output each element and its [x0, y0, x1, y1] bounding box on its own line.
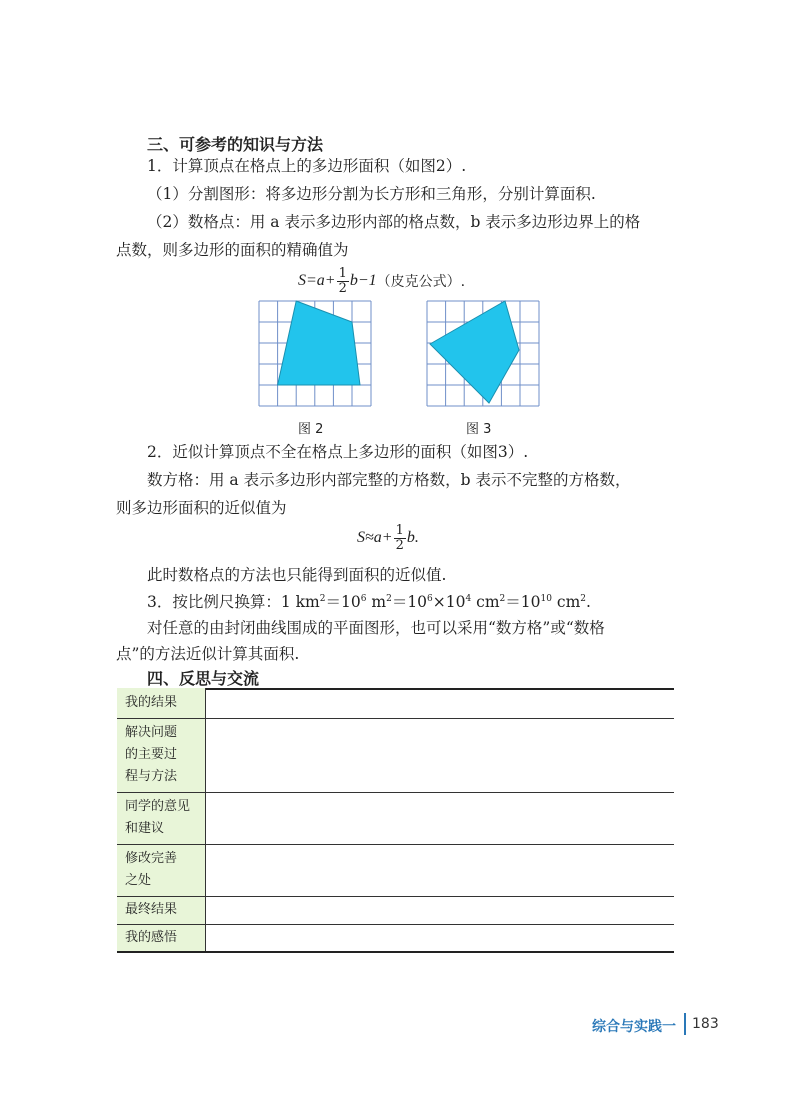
table-row-input[interactable] — [206, 792, 675, 844]
footer-section-name: 综合与实践一 — [592, 1019, 676, 1035]
table-row-label: 同学的意见 和建议 — [117, 792, 206, 844]
item3-part: ＝10 — [325, 593, 361, 611]
item3-exp: 2 — [499, 594, 506, 604]
formula2-numerator: 1 — [395, 522, 404, 538]
table-row-input[interactable] — [206, 924, 675, 952]
item3-part: ×10 — [432, 593, 466, 611]
table-row-label: 我的感悟 — [117, 924, 206, 952]
figure-2-grid — [258, 300, 372, 408]
item3-part: cm — [471, 593, 500, 611]
formula2-fraction — [394, 524, 406, 553]
section4-title: 四、反思与交流 — [147, 669, 260, 688]
table-row-input[interactable] — [206, 688, 675, 718]
section3-title: 三、可参考的知识与方法 — [147, 135, 324, 154]
item3-exp: 2 — [319, 594, 326, 604]
formula1-fraction — [337, 267, 349, 296]
page-number: 183 — [692, 1016, 719, 1032]
table-row — [117, 688, 674, 718]
pick-formula — [298, 263, 465, 299]
table-row-label: 解决问题 的主要过 程与方法 — [117, 718, 206, 792]
figure-3-caption: 图 3 — [466, 422, 492, 437]
item2-text: 2．近似计算顶点不全在格点上多边形的面积（如图3）. — [147, 443, 529, 461]
table-row-label: 我的结果 — [117, 688, 206, 718]
item1-2-line1: （2）数格点：用 a 表示多边形内部的格点数，b 表示多边形边界上的格 — [147, 213, 641, 231]
table-row — [117, 844, 674, 896]
item3-exp: 6 — [427, 594, 433, 604]
item3-conversion — [147, 588, 591, 616]
item3-exp: 4 — [465, 594, 472, 604]
formula2-denominator: 2 — [395, 537, 404, 553]
table-row-input[interactable] — [206, 844, 675, 896]
formula1-denominator: 2 — [338, 280, 347, 296]
item2-line2: 则多边形面积的近似值为 — [116, 499, 287, 517]
figure-2-caption: 图 2 — [298, 422, 324, 437]
approx-formula — [357, 520, 419, 556]
formula1-lhs: S=a+ — [298, 272, 336, 289]
item1-1-text: （1）分割图形：将多边形分割为长方形和三角形，分别计算面积. — [147, 185, 596, 203]
table-row-input[interactable] — [206, 896, 675, 924]
table-row — [117, 718, 674, 792]
item3-part: . — [586, 593, 591, 611]
figure-2-polygon — [278, 301, 360, 385]
item2-note: 此时数格点的方法也只能得到面积的近似值. — [147, 566, 447, 584]
footer-divider — [684, 1013, 686, 1035]
table-row-label: 最终结果 — [117, 896, 206, 924]
formula2-lhs: S≈a+ — [357, 529, 393, 546]
item3-part: 3．按比例尺换算：1 km — [147, 593, 320, 611]
item1-2-line2: 点数，则多边形的面积的精确值为 — [116, 241, 349, 259]
item3-exp: 2 — [580, 594, 587, 604]
item3-line1: 对任意的由封闭曲线围成的平面图形，也可以采用“数方格”或“数格 — [147, 619, 605, 637]
item3-part: m — [366, 593, 387, 611]
item3-line2: 点”的方法近似计算其面积. — [116, 645, 300, 663]
formula1-note: （皮克公式）. — [376, 274, 466, 290]
figure-3-polygon — [430, 301, 519, 403]
item1-text: 1．计算顶点在格点上的多边形面积（如图2）. — [147, 157, 467, 175]
item3-part: ＝10 — [505, 593, 541, 611]
item2-line1: 数方格：用 a 表示多边形内部完整的方格数，b 表示不完整的方格数， — [147, 471, 631, 489]
table-row — [117, 924, 674, 952]
item3-exp: 6 — [360, 594, 367, 604]
formula1-rhs: b−1 — [349, 272, 377, 289]
item3-exp: 10 — [540, 594, 552, 604]
formula2-rhs: b. — [406, 529, 419, 546]
reflection-table — [117, 688, 674, 953]
table-row-input[interactable] — [206, 718, 675, 792]
figure-3-grid — [426, 300, 540, 408]
item3-part: ＝10 — [391, 593, 428, 611]
table-row — [117, 792, 674, 844]
formula1-numerator: 1 — [338, 265, 347, 281]
item3-exp: 2 — [386, 594, 392, 604]
table-row — [117, 896, 674, 924]
table-row-label: 修改完善 之处 — [117, 844, 206, 896]
item3-part: cm — [551, 593, 581, 611]
